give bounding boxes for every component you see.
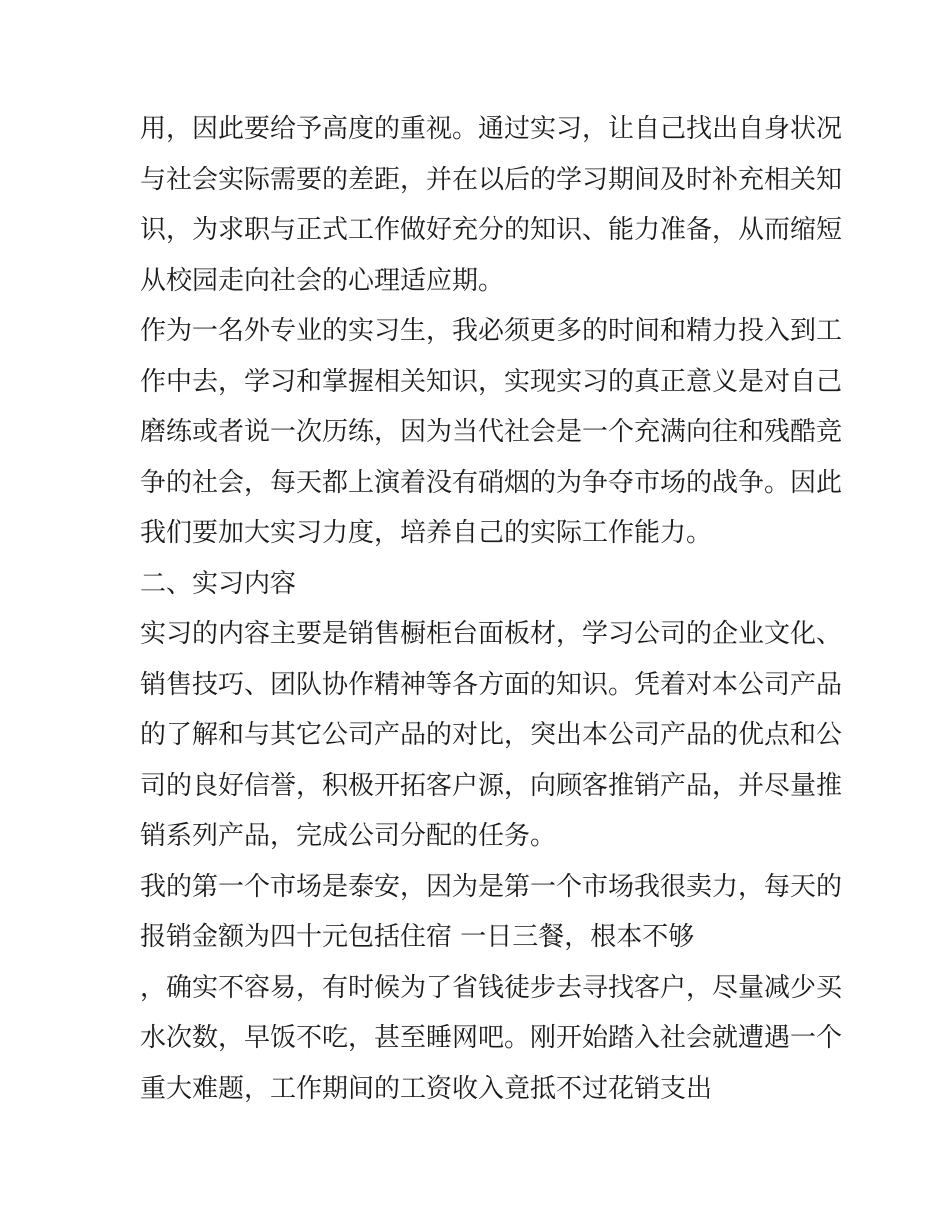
section-heading: 二、实习内容: [140, 569, 297, 599]
text-line: 我们要加大实习力度，培养自己的实际工作能力。: [140, 518, 713, 548]
text-line: 销售技巧、团队协作精神等各方面的知识。凭着对本公司产品: [140, 670, 843, 700]
text-line: 水次数，早饭不吃，甚至睡网吧。刚开始踏入社会就遭遇一个: [140, 1023, 843, 1053]
text-line: 争的社会，每天都上演着没有硝烟的为争夺市场的战争。因此: [140, 468, 843, 498]
text-line: 作为一名外专业的实习生，我必须更多的时间和精力投入到工: [140, 316, 843, 346]
text-line: ，确实不容易，有时候为了省钱徒步去寻找客户，尽量减少买: [140, 973, 843, 1003]
text-line: 司的良好信誉，积极开拓客户源，向顾客推销产品，并尽量推: [140, 771, 843, 801]
text-line: 实习的内容主要是销售橱柜台面板材，学习公司的企业文化、: [140, 619, 843, 649]
text-line: 磨练或者说一次历练，因为当代社会是一个充满向往和残酷竞: [140, 417, 843, 447]
text-line: 识，为求职与正式工作做好充分的知识、能力准备，从而缩短: [140, 215, 843, 245]
text-line: 的了解和与其它公司产品的对比，突出本公司产品的优点和公: [140, 720, 843, 750]
text-line: 报销金额为四十元包括住宿 一日三餐，根本不够: [140, 922, 695, 952]
text-line: 用，因此要给予高度的重视。通过实习，让自己找出自身状况: [140, 114, 843, 144]
text-line: 重大难题，工作期间的工资收入竟抵不过花销支出: [140, 1074, 713, 1104]
text-line: 销系列产品，完成公司分配的任务。: [140, 821, 557, 851]
text-line: 我的第一个市场是泰安，因为是第一个市场我很卖力，每天的: [140, 872, 843, 902]
text-line: 从校园走向社会的心理适应期。: [140, 266, 505, 296]
text-line: 与社会实际需要的差距，并在以后的学习期间及时补充相关知: [140, 165, 843, 195]
text-line: 作中去，学习和掌握相关知识，实现实习的真正意义是对自己: [140, 367, 843, 397]
